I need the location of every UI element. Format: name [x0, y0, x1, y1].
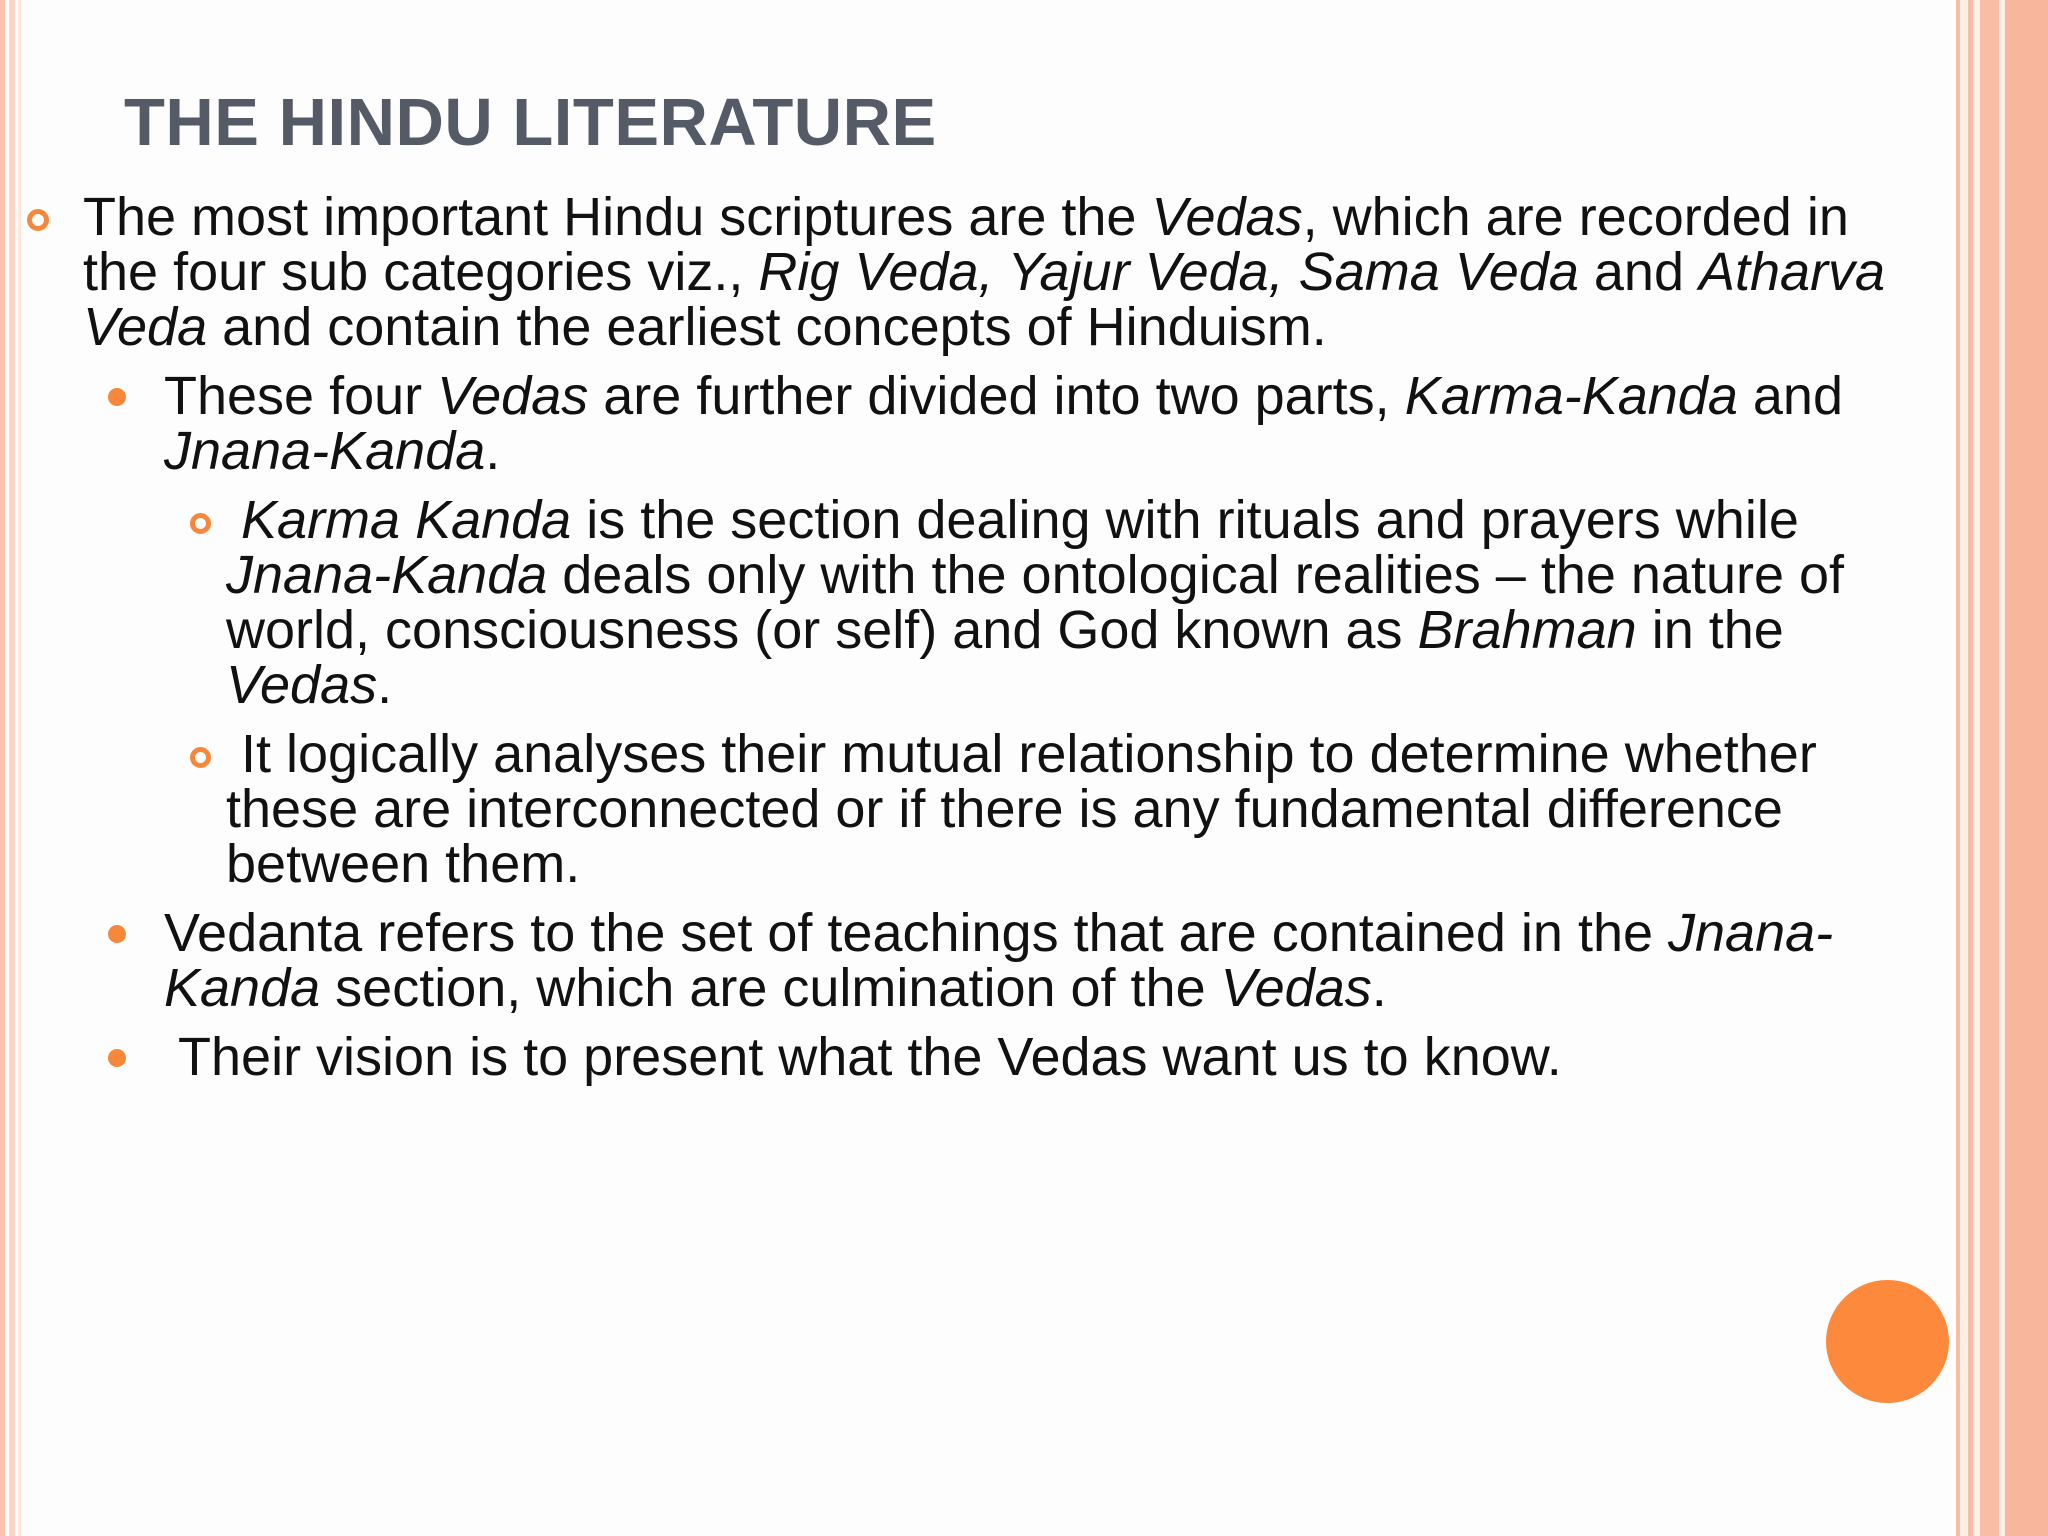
bullet-text-line [226, 490, 1985, 550]
filled-dot-bullet-icon [108, 1049, 126, 1067]
ring-bullet-icon [190, 747, 211, 768]
italic-term: Brahman [1417, 600, 1637, 660]
italic-term: Vedas [437, 366, 589, 426]
text-run: and contain the earliest concepts of Hinduism. [207, 297, 1327, 357]
italic-term: Vedas [1220, 958, 1372, 1018]
italic-term: Karma-Kanda [1404, 366, 1738, 426]
bullet-text-line [83, 297, 1985, 357]
italic-term: Jnana-Kanda [226, 545, 548, 605]
bullet-text-line [226, 545, 1985, 605]
filled-dot-bullet-icon [108, 925, 126, 943]
text-run: are further divided into two parts, [588, 366, 1405, 426]
text-run: world, consciousness (or self) and God known as [226, 600, 1418, 660]
italic-term: Vedas [1151, 187, 1303, 247]
text-run: and [1737, 366, 1843, 426]
bullet-text-line [164, 903, 1985, 963]
ring-bullet-icon [27, 209, 49, 231]
text-run: section, which are culmination of the [320, 958, 1221, 1018]
italic-term: Veda [83, 297, 208, 357]
italic-term: Jnana-Kanda [164, 421, 486, 481]
bullet-text-line [164, 958, 1985, 1018]
slide-content [0, 187, 1985, 1087]
bullet-text-line [226, 834, 1985, 894]
text-run: is the section dealing with rituals and prayers while [571, 490, 1799, 550]
bullet-text-line [83, 187, 1985, 247]
right-border-stripe-outer [2005, 0, 2048, 1536]
italic-term: Rig Veda, Yajur Veda, Sama Veda [758, 242, 1579, 302]
bullet-text-line [226, 600, 1985, 660]
bullet-text-line [226, 655, 1985, 715]
ring-bullet-icon [190, 513, 211, 534]
text-run: The most important Hindu scriptures are the [83, 187, 1152, 247]
text-run: deals only with the ontological realities – the nature of [547, 545, 1845, 605]
text-run: between them. [226, 834, 581, 894]
text-run: . [485, 421, 501, 481]
italic-term: Jnana- [1668, 903, 1834, 963]
slide-title: THE HINDU LITERATURE [124, 85, 937, 160]
bullet-text-line [164, 421, 1985, 481]
bullet-text-line [164, 366, 1985, 426]
italic-term: Atharva [1698, 242, 1886, 302]
text-run: these are interconnected or if there is any fundamental difference [226, 779, 1783, 839]
text-run: and [1578, 242, 1699, 302]
italic-term: Vedas [226, 655, 378, 715]
bullet-text-line [226, 724, 1985, 784]
text-run: Their vision is to present what the Vedas want us to know. [164, 1027, 1562, 1087]
decorative-orange-circle [1826, 1280, 1949, 1403]
bullet-level-1 [0, 187, 1985, 357]
bullet-level-2 [0, 1027, 1985, 1087]
italic-term: Karma Kanda [241, 490, 572, 550]
bullet-level-2 [0, 366, 1985, 481]
bullet-level-2 [0, 903, 1985, 1018]
bullet-text-line [164, 1027, 1985, 1087]
text-run [226, 490, 241, 550]
bullet-level-3 [0, 724, 1985, 894]
bullet-level-3 [0, 490, 1985, 715]
text-run: It logically analyses their mutual relationship to determine whether [226, 724, 1817, 784]
italic-term: Kanda [164, 958, 321, 1018]
bullet-text-line [226, 779, 1985, 839]
bullet-text-line [83, 242, 1985, 302]
filled-dot-bullet-icon [108, 388, 126, 406]
text-run: , which are recorded in [1302, 187, 1849, 247]
text-run: Vedanta refers to the set of teachings that are contained in the [164, 903, 1669, 963]
text-run: in the [1636, 600, 1784, 660]
text-run: . [1371, 958, 1387, 1018]
text-run: . [377, 655, 393, 715]
text-run: the four sub categories viz., [83, 242, 759, 302]
text-run: These four [164, 366, 438, 426]
